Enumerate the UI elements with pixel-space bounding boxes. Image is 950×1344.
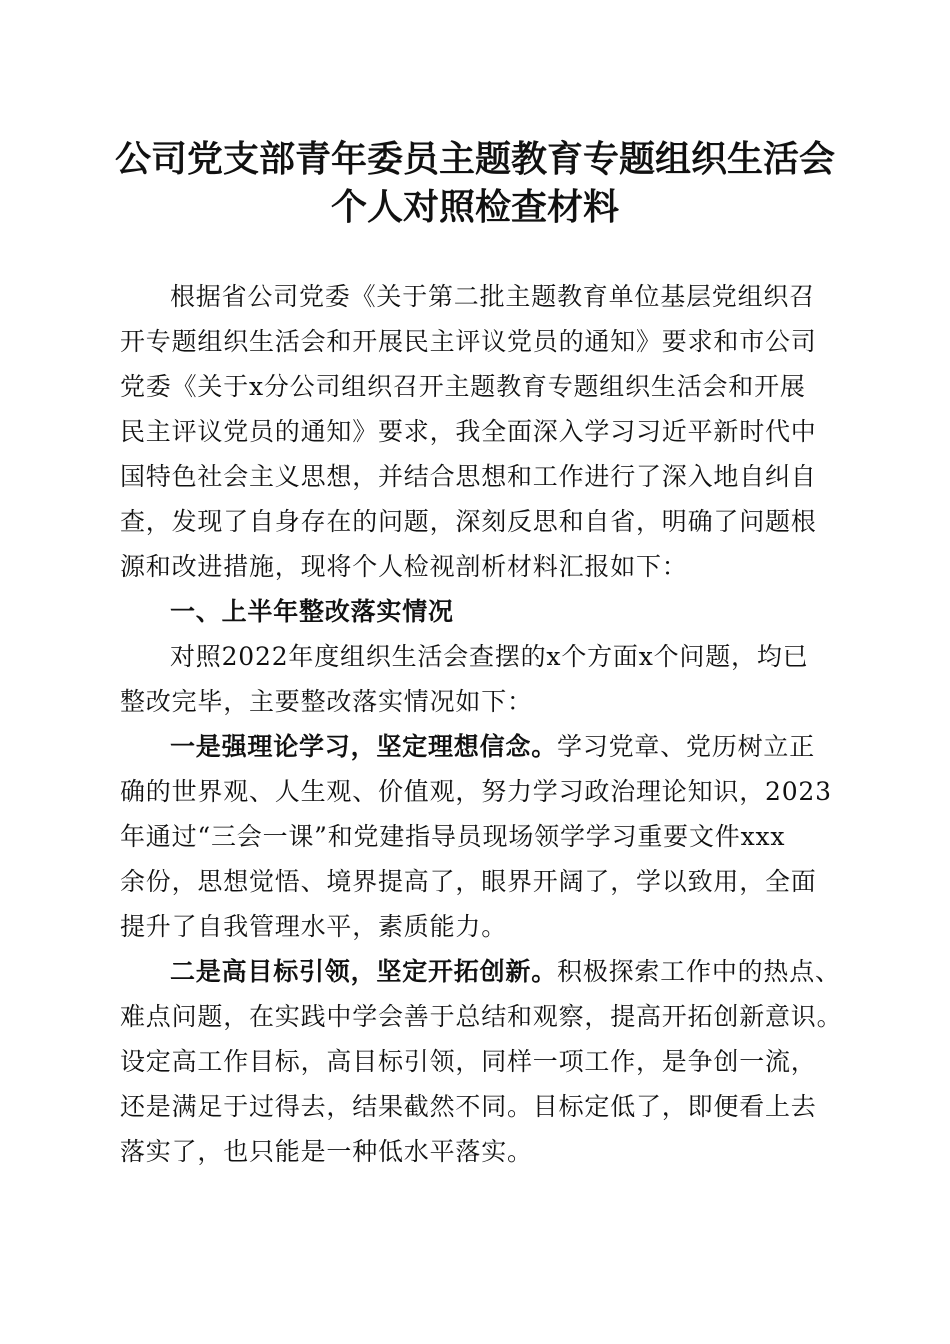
intro-line: 源和改进措施，现将个人检视剖析材料汇报如下： xyxy=(120,552,688,581)
section-heading: 一、上半年整改落实情况 xyxy=(170,597,454,626)
document-title-line-1: 公司党支部青年委员主题教育专题组织生活会 xyxy=(114,138,835,180)
item-1-line: 提升了自我管理水平，素质能力。 xyxy=(120,912,508,941)
item-2-lead: 二是高目标引领，坚定开拓创新。 xyxy=(170,957,558,986)
section-paragraph-line: 整改完毕，主要整改落实情况如下： xyxy=(120,687,533,716)
item-2-first-line-rest: 积极探索工作中的热点、 xyxy=(557,957,841,986)
item-2-line: 设定高工作目标，高目标引领，同样一项工作，是争创一流， xyxy=(120,1047,817,1076)
section-paragraph-line: 对照2022年度组织生活会查摆的x个方面x个问题，均已 xyxy=(170,642,809,671)
item-1-line: 年通过“三会一课”和党建指导员现场领学学习重要文件xxx xyxy=(120,822,786,851)
item-2-line: 难点问题，在实践中学会善于总结和观察，提高开拓创新意识。 xyxy=(120,1002,843,1031)
item-2-first-line xyxy=(170,957,841,987)
item-1-first-line-rest: 学习党章、党历树立正 xyxy=(557,732,816,761)
intro-line: 民主评议党员的通知》要求，我全面深入学习习近平新时代中 xyxy=(120,417,817,446)
document-title-line-2: 个人对照检查材料 xyxy=(330,186,619,228)
intro-line: 开专题组织生活会和开展民主评议党员的通知》要求和市公司 xyxy=(120,327,817,356)
intro-line: 查，发现了自身存在的问题，深刻反思和自省，明确了问题根 xyxy=(120,507,817,536)
item-1-line: 余份，思想觉悟、境界提高了，眼界开阔了，学以致用，全面 xyxy=(120,867,817,896)
item-2-line: 落实了，也只能是一种低水平落实。 xyxy=(120,1137,533,1166)
intro-line: 国特色社会主义思想，并结合思想和工作进行了深入地自纠自 xyxy=(120,462,817,491)
item-1-first-line xyxy=(170,732,815,762)
item-2-line: 还是满足于过得去，结果截然不同。目标定低了，即便看上去 xyxy=(120,1092,817,1121)
item-1-line: 确的世界观、人生观、价值观，努力学习政治理论知识，2023 xyxy=(120,777,832,806)
intro-line: 党委《关于x分公司组织召开主题教育专题组织生活会和开展 xyxy=(120,372,806,401)
intro-line: 根据省公司党委《关于第二批主题教育单位基层党组织召 xyxy=(170,282,816,311)
item-1-lead: 一是强理论学习，坚定理想信念。 xyxy=(170,732,558,761)
